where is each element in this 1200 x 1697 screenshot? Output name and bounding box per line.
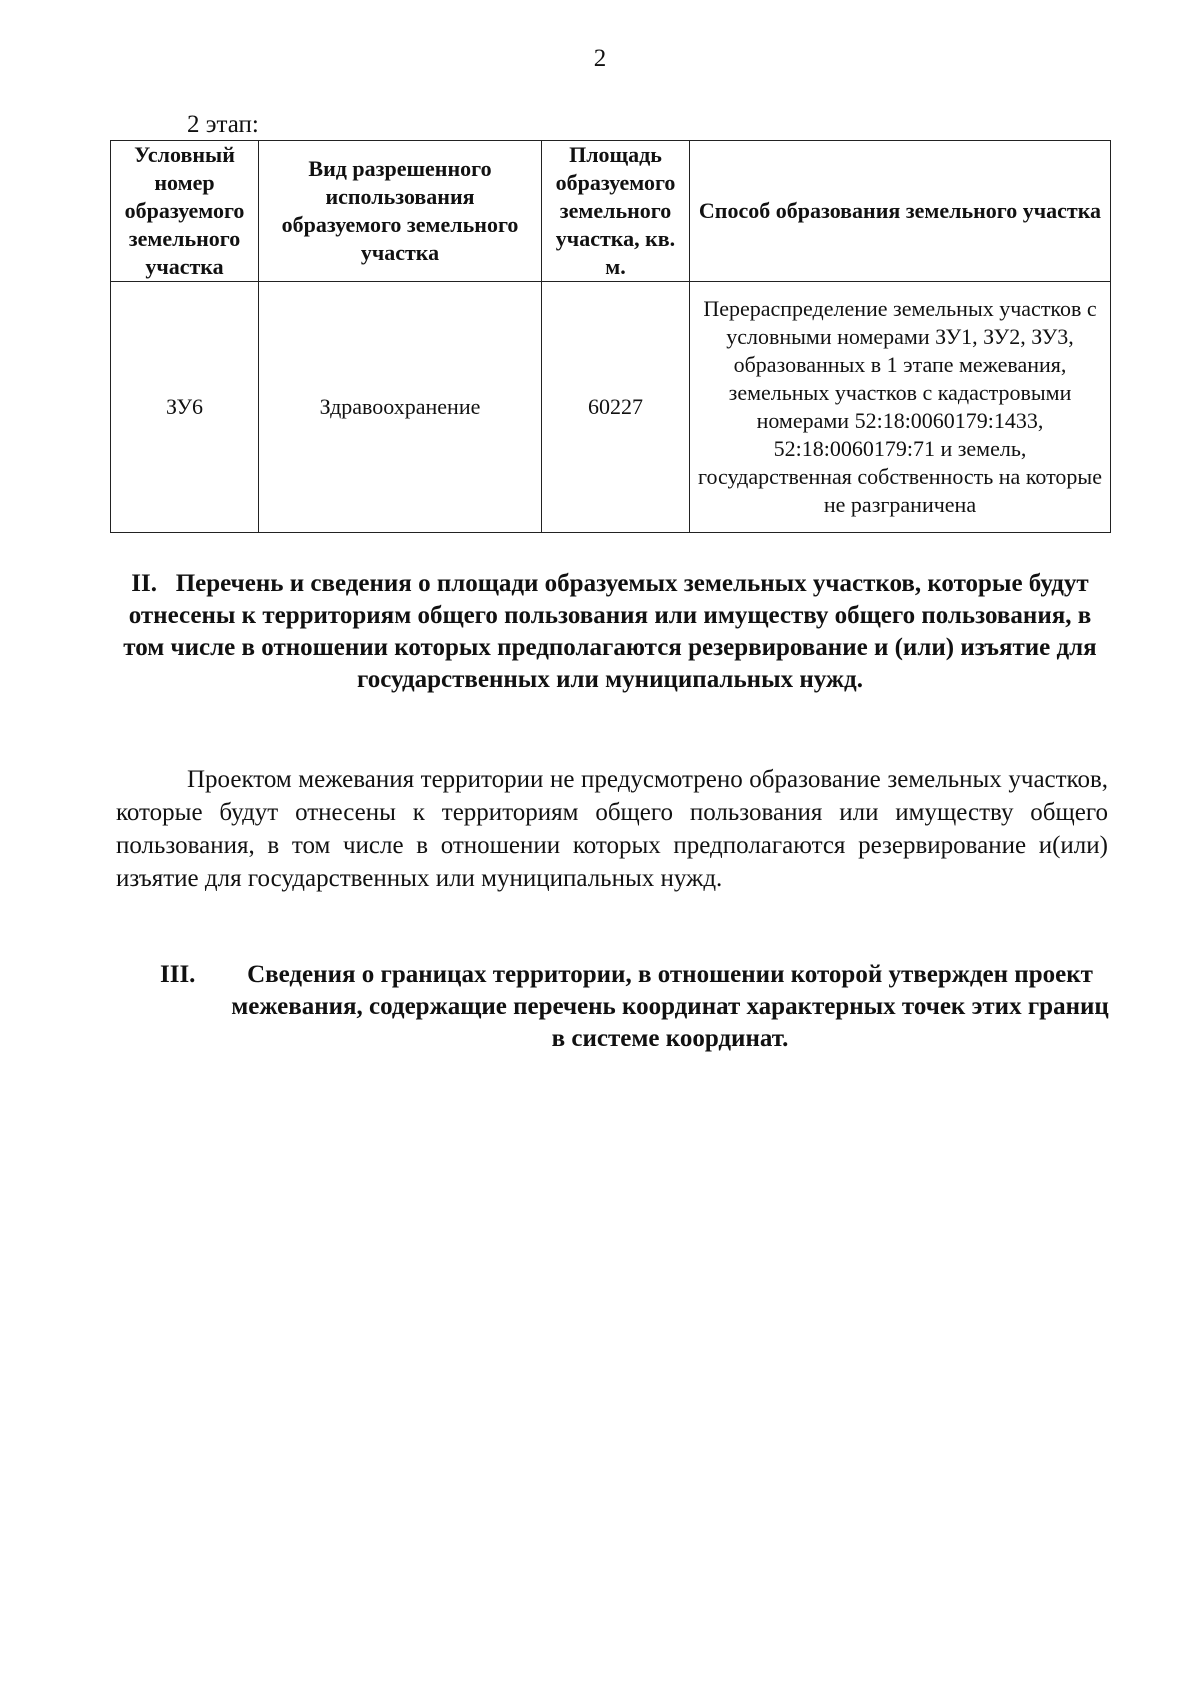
cell-formation-method: Перераспределение земельных участков с условными номерами ЗУ1, ЗУ2, ЗУ3, образованных в 1 этапе межевания, земельных участков с кадастровыми номерами 52:18:0060179:1433, 52:18:0060179:71 и земель, государственная собственность на которые не разграничена [690,282,1111,533]
table-body [111,282,1111,533]
land-plots-table [110,140,1111,533]
section-3-heading [150,959,1110,1055]
section-3-heading-text: Сведения о границах территории, в отношении которой утвержден проект межевания, содержащие перечень координат характерных точек этих границ в системе координат. [231,961,1109,1052]
table-header-row [111,141,1111,282]
header-formation-method: Способ образования земельного участка [690,141,1111,282]
cell-permitted-use: Здравоохранение [259,282,542,533]
table-header [111,141,1111,282]
section-2-paragraph: Проектом межевания территории не предусмотрено образование земельных участков, которые будут отнесены к территориям общего пользования или имуществу общего пользования, в том числе в отношении которых предполагаются резервирование и(или) изъятие для государственных или муниципальных нужд. [116,766,1108,892]
page-number: 2 [593,45,607,72]
section-2-heading: II. Перечень и сведения о площади образуемых земельных участков, которые будут отнесены к территориям общего пользования или имуществу общего пользования, в том числе в отношении которых предполагаются резервирование и (или) изъятие для государственных или муниципальных нужд. [123,570,1103,693]
stage-label: 2 этап: [187,111,259,138]
cell-plot-number: ЗУ6 [111,282,259,533]
header-plot-area: Площадь образуемого земельного участка, кв. м. [542,141,690,282]
header-permitted-use: Вид разрешенного использования образуемого земельного участка [259,141,542,282]
table-row [111,282,1111,533]
header-plot-number: Условный номер образуемого земельного участка [111,141,259,282]
section-3-numeral: III. [160,961,196,988]
cell-plot-area: 60227 [542,282,690,533]
